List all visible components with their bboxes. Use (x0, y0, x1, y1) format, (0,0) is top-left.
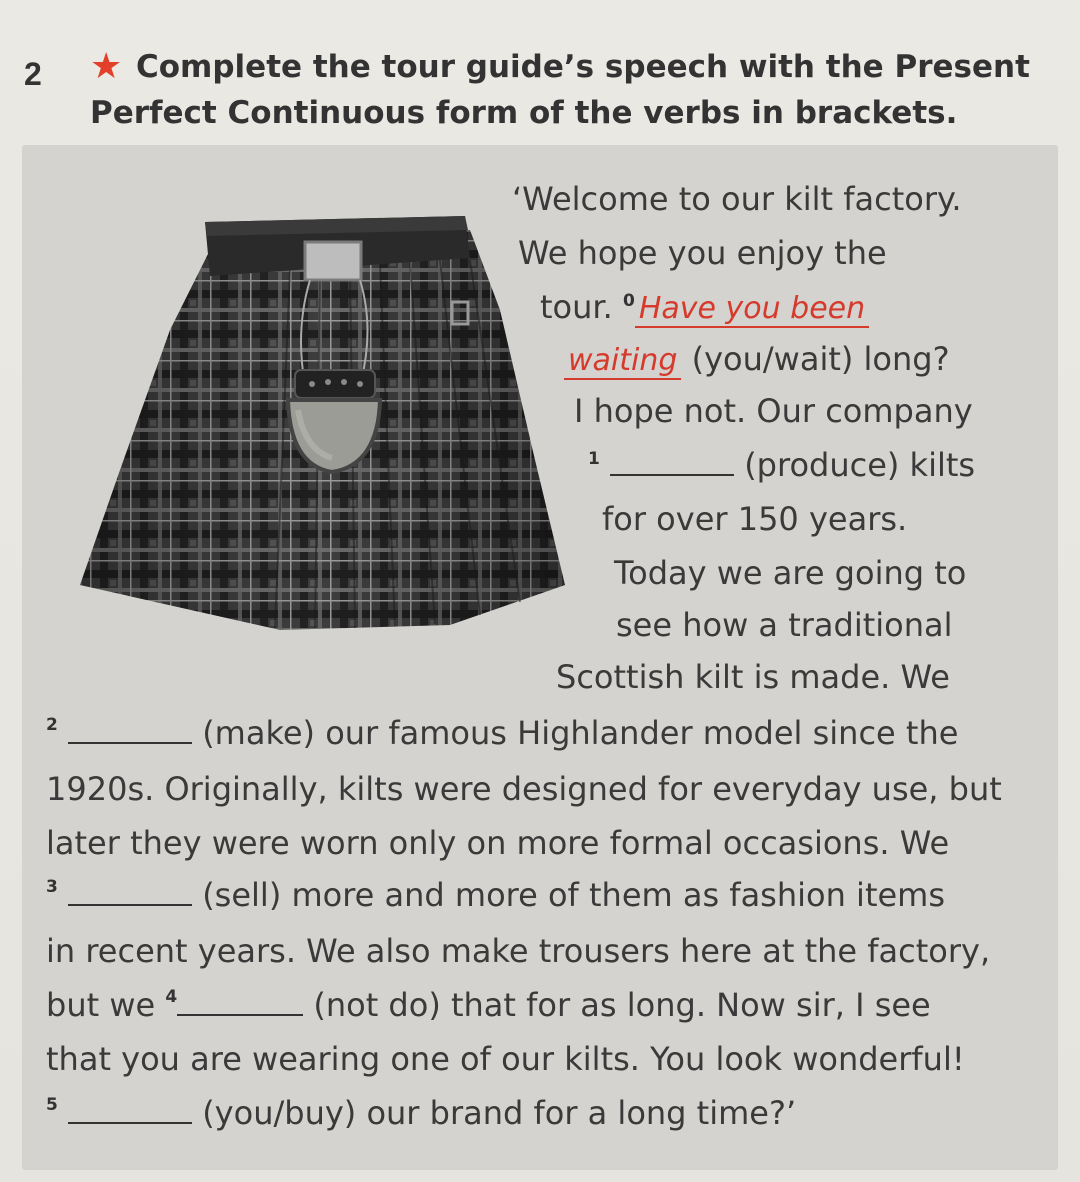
speech-line: in recent years. We also make trousers here at the factory, (46, 932, 991, 970)
speech-text: (not do) that for as long. Now sir, I see (313, 986, 931, 1024)
answer-blank-3[interactable] (68, 876, 192, 906)
gap-number: 0 (622, 291, 635, 311)
speech-line: Today we are going to (614, 554, 967, 592)
speech-text: tour. (540, 288, 613, 326)
speech-line: that you are wearing one of our kilts. You look wonderful! (46, 1040, 965, 1078)
gap-number: 5 (46, 1095, 58, 1115)
answer-blank-1[interactable] (610, 446, 734, 476)
speech-text: (produce) kilts (744, 446, 976, 484)
speech-line (46, 986, 931, 1024)
speech-text: (sell) more and more of them as fashion items (202, 876, 946, 914)
star-icon: ★ (90, 46, 123, 87)
gap-number: 3 (46, 877, 58, 897)
speech-line: 1920s. Originally, kilts were designed for everyday use, but (46, 770, 1002, 808)
speech-line: later they were worn only on more formal occasions. We (46, 824, 950, 862)
example-answer: waiting (564, 343, 681, 380)
speech-line: for over 150 years. (602, 500, 908, 538)
gap-number: 4 (165, 987, 178, 1007)
speech-line: ‘Welcome to our kilt factory. (512, 180, 962, 218)
speech-line (46, 1094, 796, 1132)
speech-line (588, 446, 975, 484)
speech-line (46, 714, 958, 752)
speech-line (540, 288, 869, 326)
gap-number: 1 (588, 449, 600, 469)
speech-line: I hope not. Our company (574, 392, 973, 430)
speech-text: (make) our famous Highlander model since the (202, 714, 959, 752)
speech-line: Scottish kilt is made. We (556, 658, 950, 696)
speech-line (46, 876, 945, 914)
answer-blank-5[interactable] (68, 1094, 192, 1124)
speech-line (564, 340, 950, 378)
kilt-photo-icon (60, 210, 580, 640)
speech-text: but we (46, 986, 156, 1024)
gap-number: 2 (46, 715, 58, 735)
speech-text: (you/buy) our brand for a long time?’ (202, 1094, 797, 1132)
speech-text: (you/wait) long? (691, 340, 950, 378)
example-answer: Have you been (635, 291, 869, 328)
answer-blank-4[interactable] (177, 986, 303, 1016)
exercise-number: 2 (24, 56, 42, 92)
answer-blank-2[interactable] (68, 714, 192, 744)
speech-line: see how a traditional (616, 606, 953, 644)
exercise-instruction: Complete the tour guide’s speech with the Present Perfect Continuous form of the verbs in brackets. (90, 49, 1030, 131)
speech-line: We hope you enjoy the (518, 234, 887, 272)
